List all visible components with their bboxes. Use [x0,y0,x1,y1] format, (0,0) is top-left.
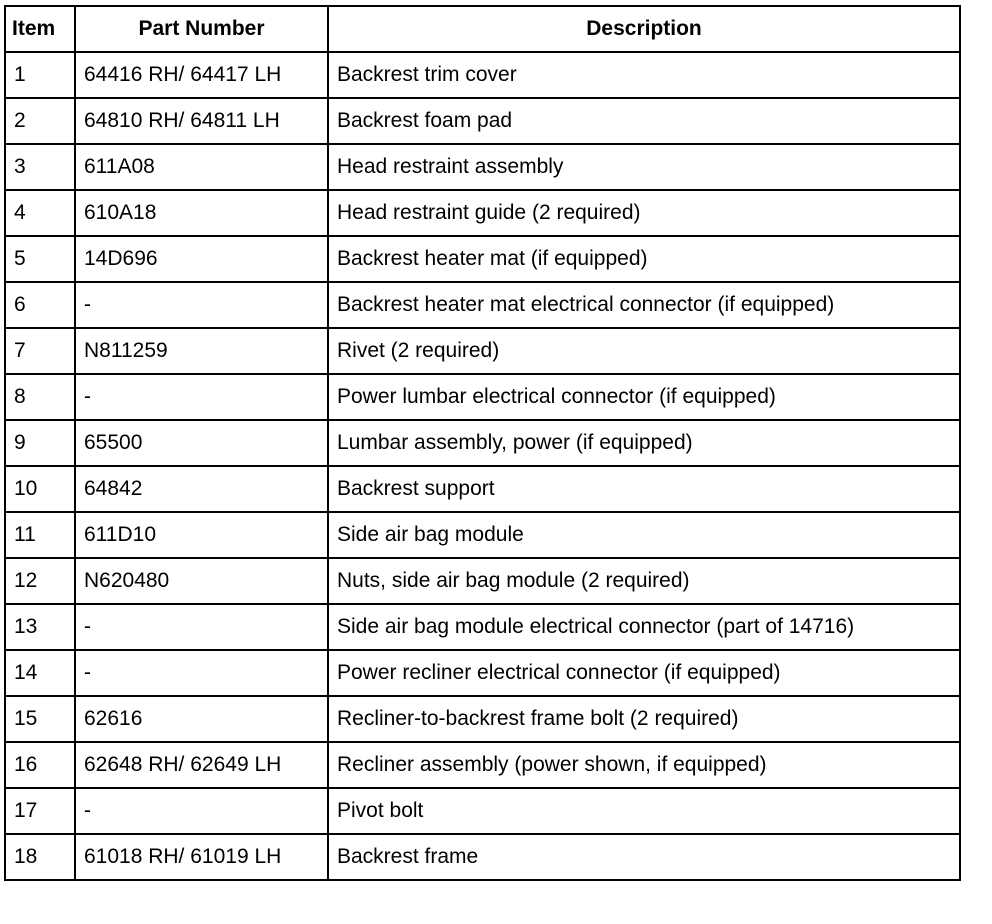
cell-part-number: - [75,604,328,650]
cell-part-number: 611A08 [75,144,328,190]
table-row [5,374,960,420]
cell-description: Backrest frame [328,834,960,880]
table-row [5,282,960,328]
cell-part-number: 64810 RH/ 64811 LH [75,98,328,144]
table-row [5,696,960,742]
cell-part-number: 62648 RH/ 62649 LH [75,742,328,788]
cell-part-number: - [75,282,328,328]
table-row [5,190,960,236]
cell-item: 12 [5,558,75,604]
cell-description: Backrest trim cover [328,52,960,98]
cell-part-number: 610A18 [75,190,328,236]
table-row [5,512,960,558]
cell-description: Power recliner electrical connector (if equipped) [328,650,960,696]
cell-description: Pivot bolt [328,788,960,834]
cell-description: Side air bag module [328,512,960,558]
cell-description: Backrest foam pad [328,98,960,144]
table-row [5,558,960,604]
cell-item: 2 [5,98,75,144]
cell-description: Backrest heater mat electrical connector (if equipped) [328,282,960,328]
cell-description: Side air bag module electrical connector (part of 14716) [328,604,960,650]
table-row [5,328,960,374]
header-description: Description [328,6,960,52]
header-row [5,6,960,52]
table-row [5,604,960,650]
cell-item: 4 [5,190,75,236]
cell-item: 18 [5,834,75,880]
cell-description: Recliner assembly (power shown, if equipped) [328,742,960,788]
cell-description: Nuts, side air bag module (2 required) [328,558,960,604]
cell-item: 14 [5,650,75,696]
header-item: Item [5,6,75,52]
cell-part-number: N811259 [75,328,328,374]
cell-part-number: - [75,788,328,834]
cell-part-number: N620480 [75,558,328,604]
cell-description: Rivet (2 required) [328,328,960,374]
cell-part-number: 62616 [75,696,328,742]
cell-part-number: 61018 RH/ 61019 LH [75,834,328,880]
table-header [5,6,960,52]
header-part-number: Part Number [75,6,328,52]
parts-table [4,5,961,881]
table-row [5,834,960,880]
cell-description: Recliner-to-backrest frame bolt (2 required) [328,696,960,742]
cell-item: 1 [5,52,75,98]
cell-part-number: 64842 [75,466,328,512]
cell-description: Head restraint assembly [328,144,960,190]
table-row [5,236,960,282]
cell-description: Head restraint guide (2 required) [328,190,960,236]
table-row [5,466,960,512]
cell-part-number: 14D696 [75,236,328,282]
table-row [5,650,960,696]
table-row [5,742,960,788]
cell-description: Lumbar assembly, power (if equipped) [328,420,960,466]
cell-item: 9 [5,420,75,466]
cell-item: 3 [5,144,75,190]
table-row [5,788,960,834]
cell-item: 5 [5,236,75,282]
cell-item: 15 [5,696,75,742]
cell-item: 13 [5,604,75,650]
cell-description: Power lumbar electrical connector (if equipped) [328,374,960,420]
cell-part-number: - [75,650,328,696]
table-body [5,52,960,880]
cell-item: 11 [5,512,75,558]
cell-item: 17 [5,788,75,834]
cell-description: Backrest heater mat (if equipped) [328,236,960,282]
cell-part-number: - [75,374,328,420]
table-row [5,52,960,98]
cell-item: 8 [5,374,75,420]
cell-item: 10 [5,466,75,512]
cell-item: 6 [5,282,75,328]
table-row [5,144,960,190]
cell-description: Backrest support [328,466,960,512]
cell-part-number: 65500 [75,420,328,466]
cell-part-number: 64416 RH/ 64417 LH [75,52,328,98]
table-row [5,420,960,466]
cell-item: 7 [5,328,75,374]
cell-item: 16 [5,742,75,788]
cell-part-number: 611D10 [75,512,328,558]
table-row [5,98,960,144]
